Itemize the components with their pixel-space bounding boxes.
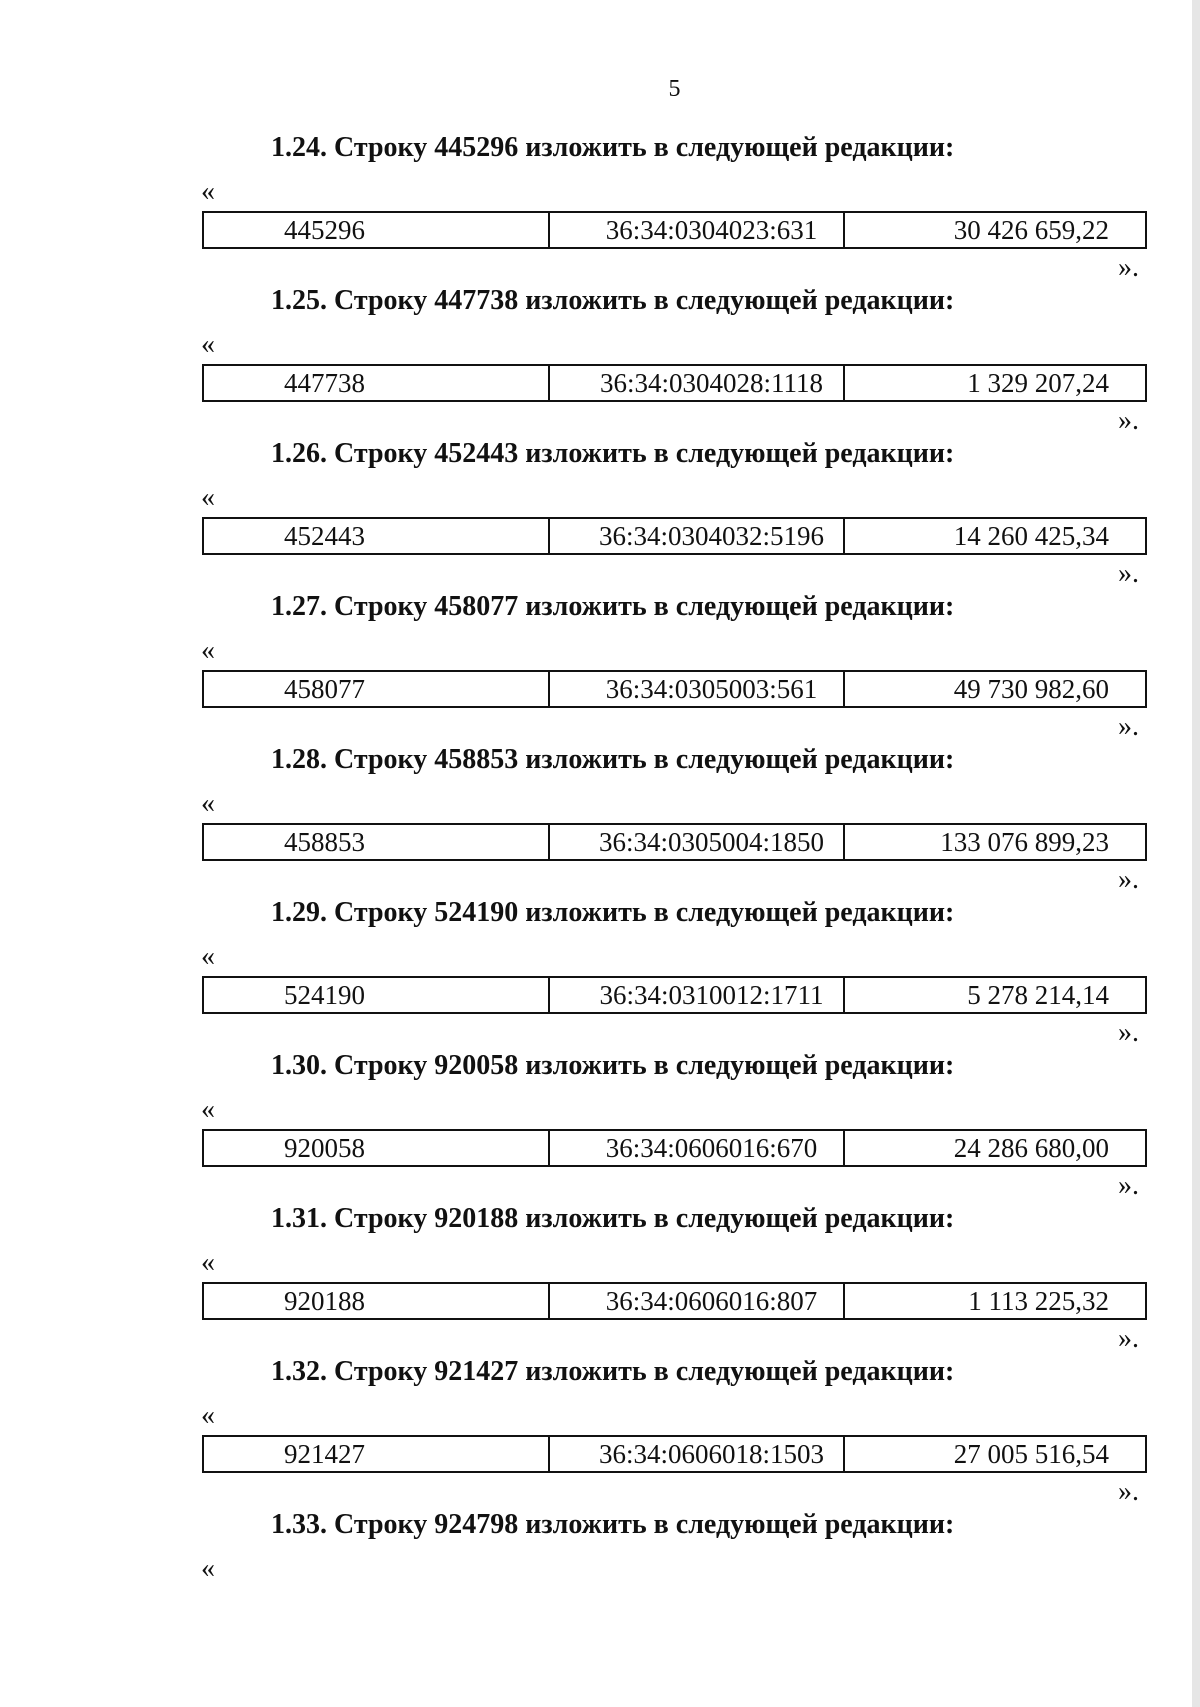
table-row <box>202 976 1147 1014</box>
amendment-section <box>0 1356 1200 1509</box>
opening-quote: « <box>201 1553 215 1584</box>
row-number-cell: 921427 <box>284 1439 365 1469</box>
row-number-cell: 920188 <box>284 1286 365 1316</box>
amendment-heading: 1.31. Строку 920188 изложить в следующей редакции: <box>271 1203 955 1234</box>
closing-quote: ». <box>1118 405 1139 436</box>
amendment-heading: 1.32. Строку 921427 изложить в следующей редакции: <box>271 1356 955 1387</box>
table-row <box>202 1282 1147 1320</box>
cadastral-number-cell: 36:34:0606018:1503 <box>548 1437 844 1471</box>
opening-quote: « <box>201 1400 215 1431</box>
table-row <box>202 1129 1147 1167</box>
opening-quote: « <box>201 329 215 360</box>
row-number-cell: 447738 <box>284 368 365 398</box>
amendment-heading: 1.33. Строку 924798 изложить в следующей редакции: <box>271 1509 955 1540</box>
amendment-heading: 1.29. Строку 524190 изложить в следующей редакции: <box>271 897 955 928</box>
amendment-heading: 1.27. Строку 458077 изложить в следующей редакции: <box>271 591 955 622</box>
cadastral-value-cell: 24 286 680,00 <box>843 1131 1145 1165</box>
cadastral-number-cell: 36:34:0606016:807 <box>548 1284 844 1318</box>
opening-quote: « <box>201 635 215 666</box>
cadastral-number-cell: 36:34:0310012:1711 <box>548 978 844 1012</box>
row-number-cell: 458853 <box>284 827 365 857</box>
table-row <box>202 1435 1147 1473</box>
amendment-section <box>0 1203 1200 1356</box>
opening-quote: « <box>201 1247 215 1278</box>
scan-edge-shadow <box>1192 0 1200 1707</box>
cadastral-value-cell: 5 278 214,14 <box>843 978 1145 1012</box>
cadastral-value-cell: 14 260 425,34 <box>843 519 1145 553</box>
amendment-section <box>0 1050 1200 1203</box>
opening-quote: « <box>201 788 215 819</box>
opening-quote: « <box>201 941 215 972</box>
closing-quote: ». <box>1118 558 1139 589</box>
amendment-heading: 1.26. Строку 452443 изложить в следующей редакции: <box>271 438 955 469</box>
amendment-heading: 1.25. Строку 447738 изложить в следующей редакции: <box>271 285 955 316</box>
cadastral-value-cell: 1 113 225,32 <box>843 1284 1145 1318</box>
row-number-cell: 920058 <box>284 1133 365 1163</box>
table-row <box>202 211 1147 249</box>
closing-quote: ». <box>1118 864 1139 895</box>
amendment-section <box>0 1509 1200 1662</box>
cadastral-value-cell: 49 730 982,60 <box>843 672 1145 706</box>
row-number-cell: 452443 <box>284 521 365 551</box>
cadastral-number-cell: 36:34:0304028:1118 <box>548 366 844 400</box>
row-number-cell: 458077 <box>284 674 365 704</box>
closing-quote: ». <box>1118 1323 1139 1354</box>
cadastral-value-cell: 27 005 516,54 <box>843 1437 1145 1471</box>
table-row <box>202 670 1147 708</box>
closing-quote: ». <box>1118 1476 1139 1507</box>
closing-quote: ». <box>1118 711 1139 742</box>
amendment-section <box>0 132 1200 285</box>
amendment-section <box>0 591 1200 744</box>
amendment-heading: 1.28. Строку 458853 изложить в следующей редакции: <box>271 744 955 775</box>
cadastral-value-cell: 30 426 659,22 <box>843 213 1145 247</box>
closing-quote: ». <box>1118 1170 1139 1201</box>
page-number: 5 <box>668 76 681 102</box>
cadastral-number-cell: 36:34:0305003:561 <box>548 672 844 706</box>
cadastral-number-cell: 36:34:0304032:5196 <box>548 519 844 553</box>
closing-quote: ». <box>1118 1017 1139 1048</box>
opening-quote: « <box>201 176 215 207</box>
cadastral-number-cell: 36:34:0606016:670 <box>548 1131 844 1165</box>
cadastral-value-cell: 133 076 899,23 <box>843 825 1145 859</box>
amendment-section <box>0 744 1200 897</box>
amendment-section <box>0 285 1200 438</box>
table-row <box>202 517 1147 555</box>
opening-quote: « <box>201 1094 215 1125</box>
cadastral-number-cell: 36:34:0305004:1850 <box>548 825 844 859</box>
table-row <box>202 364 1147 402</box>
row-number-cell: 524190 <box>284 980 365 1010</box>
cadastral-number-cell: 36:34:0304023:631 <box>548 213 844 247</box>
amendment-heading: 1.30. Строку 920058 изложить в следующей редакции: <box>271 1050 955 1081</box>
amendment-heading: 1.24. Строку 445296 изложить в следующей редакции: <box>271 132 955 163</box>
cadastral-value-cell: 1 329 207,24 <box>843 366 1145 400</box>
opening-quote: « <box>201 482 215 513</box>
amendment-section <box>0 897 1200 1050</box>
amendment-section <box>0 438 1200 591</box>
amendment-list <box>0 132 1200 1662</box>
closing-quote: ». <box>1118 252 1139 283</box>
table-row <box>202 823 1147 861</box>
row-number-cell: 445296 <box>284 215 365 245</box>
